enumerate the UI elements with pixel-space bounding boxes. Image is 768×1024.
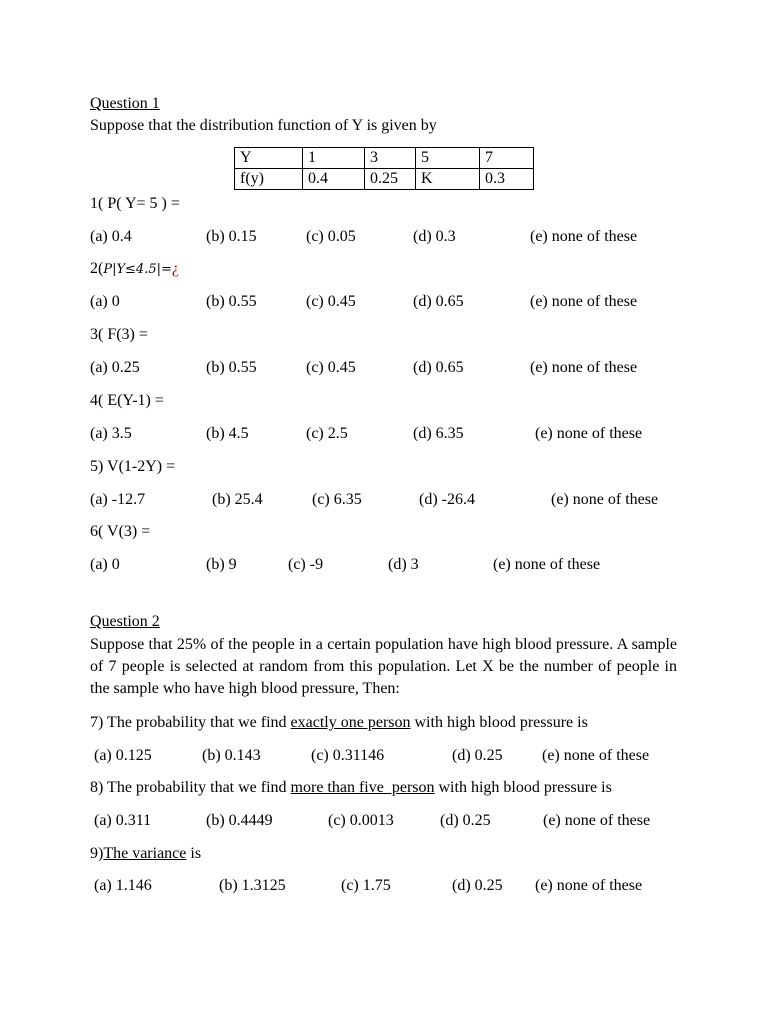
question-stem: 6( V(3) =: [90, 523, 151, 540]
option: (d) 0.65: [413, 293, 464, 310]
option: (c) 0.31146: [311, 747, 385, 764]
option: (e) none of these: [493, 556, 601, 573]
distribution-table: [234, 147, 534, 190]
option: (c) 0.05: [306, 228, 356, 245]
option: (b) 1.3125: [219, 877, 286, 894]
table-cell: 3: [365, 148, 416, 169]
option: (c) 0.0013: [328, 812, 394, 829]
question-stem: [90, 713, 588, 733]
option: (e) none of these: [530, 293, 638, 310]
option: (c) 6.35: [312, 491, 362, 508]
question-stem: 5) V(1-2Y) =: [90, 458, 176, 475]
option: (a) 0.25: [90, 359, 140, 376]
option: (a) 0: [90, 556, 120, 573]
stem-text: 9): [90, 845, 104, 862]
option: (c) 1.75: [341, 877, 391, 894]
option: (c) 0.45: [306, 293, 356, 310]
option: (d) 0.65: [413, 359, 464, 376]
broken-glyph: ¿: [171, 260, 179, 277]
option: (d) 0.25: [452, 747, 503, 764]
option: (b) 0.4449: [206, 812, 273, 829]
table-cell: Y: [235, 148, 303, 169]
question-stem: 1( P( Y= 5 ) =: [90, 195, 180, 212]
option: (d) 0.3: [413, 228, 456, 245]
stem-text: 8) The probability that we find: [90, 779, 291, 796]
question-stem: [90, 778, 612, 798]
option: (a) 3.5: [90, 425, 132, 442]
question-stem: [90, 844, 201, 864]
stem-emphasis: exactly one person: [290, 714, 411, 731]
option: (e) none of these: [535, 877, 643, 894]
option: (a) 0.4: [90, 228, 132, 245]
question-2-title: Question 2: [90, 613, 160, 630]
table-cell: 5: [416, 148, 480, 169]
option: (e) none of these: [535, 425, 643, 442]
option: (b) 4.5: [206, 425, 249, 442]
question-1-title: Question 1: [90, 95, 160, 112]
option: (b) 25.4: [212, 491, 263, 508]
table-row: [235, 148, 534, 169]
question-2-intro: Suppose that 25% of the people in a certain population have high blood pressure. A sample of 7 people is selected at random from this population. Let X be the number of people in the sample who have high blood pressure, Then:: [90, 636, 677, 697]
stem-text: 7) The probability that we find: [90, 714, 291, 731]
option: (b) 0.55: [206, 359, 257, 376]
option: (b) 0.15: [206, 228, 257, 245]
table-row: [235, 169, 534, 190]
question-stem: [90, 259, 179, 280]
option: (a) 0: [90, 293, 120, 310]
option: (d) 6.35: [413, 425, 464, 442]
table-cell: 0.3: [480, 169, 534, 190]
math-expression: P|Y≤4.5|=: [103, 262, 172, 277]
table-cell: f(y): [235, 169, 303, 190]
option: (e) none of these: [530, 359, 638, 376]
option: (d) 3: [388, 556, 419, 573]
stem-text: with high blood pressure is: [410, 714, 588, 731]
stem-emphasis: The variance: [103, 845, 187, 862]
question-stem: 4( E(Y-1) =: [90, 392, 164, 409]
option: (e) none of these: [530, 228, 638, 245]
stem-emphasis: more than five person: [290, 779, 435, 796]
option: (c) 2.5: [306, 425, 348, 442]
option: (d) -26.4: [419, 491, 475, 508]
option: (a) 0.125: [94, 747, 152, 764]
option: (d) 0.25: [440, 812, 491, 829]
table-cell: 0.25: [365, 169, 416, 190]
table-cell: 1: [303, 148, 365, 169]
stem-text: with high blood pressure is: [434, 779, 612, 796]
option: (e) none of these: [551, 491, 659, 508]
option: (d) 0.25: [452, 877, 503, 894]
option: (b) 9: [206, 556, 237, 573]
option: (c) 0.45: [306, 359, 356, 376]
stem-text: is: [186, 845, 202, 862]
table-cell: 0.4: [303, 169, 365, 190]
question-stem: 3( F(3) =: [90, 326, 148, 343]
table-cell: K: [416, 169, 480, 190]
option: (b) 0.55: [206, 293, 257, 310]
option: (c) -9: [288, 556, 324, 573]
option: (b) 0.143: [202, 747, 261, 764]
option: (e) none of these: [543, 812, 651, 829]
option: (e) none of these: [542, 747, 650, 764]
option: (a) 1.146: [94, 877, 152, 894]
option: (a) -12.7: [90, 491, 146, 508]
stem-prefix: 2(: [90, 260, 104, 277]
question-1-intro: Suppose that the distribution function of Y is given by: [90, 117, 437, 134]
table-cell: 7: [480, 148, 534, 169]
option: (a) 0.311: [94, 812, 152, 829]
